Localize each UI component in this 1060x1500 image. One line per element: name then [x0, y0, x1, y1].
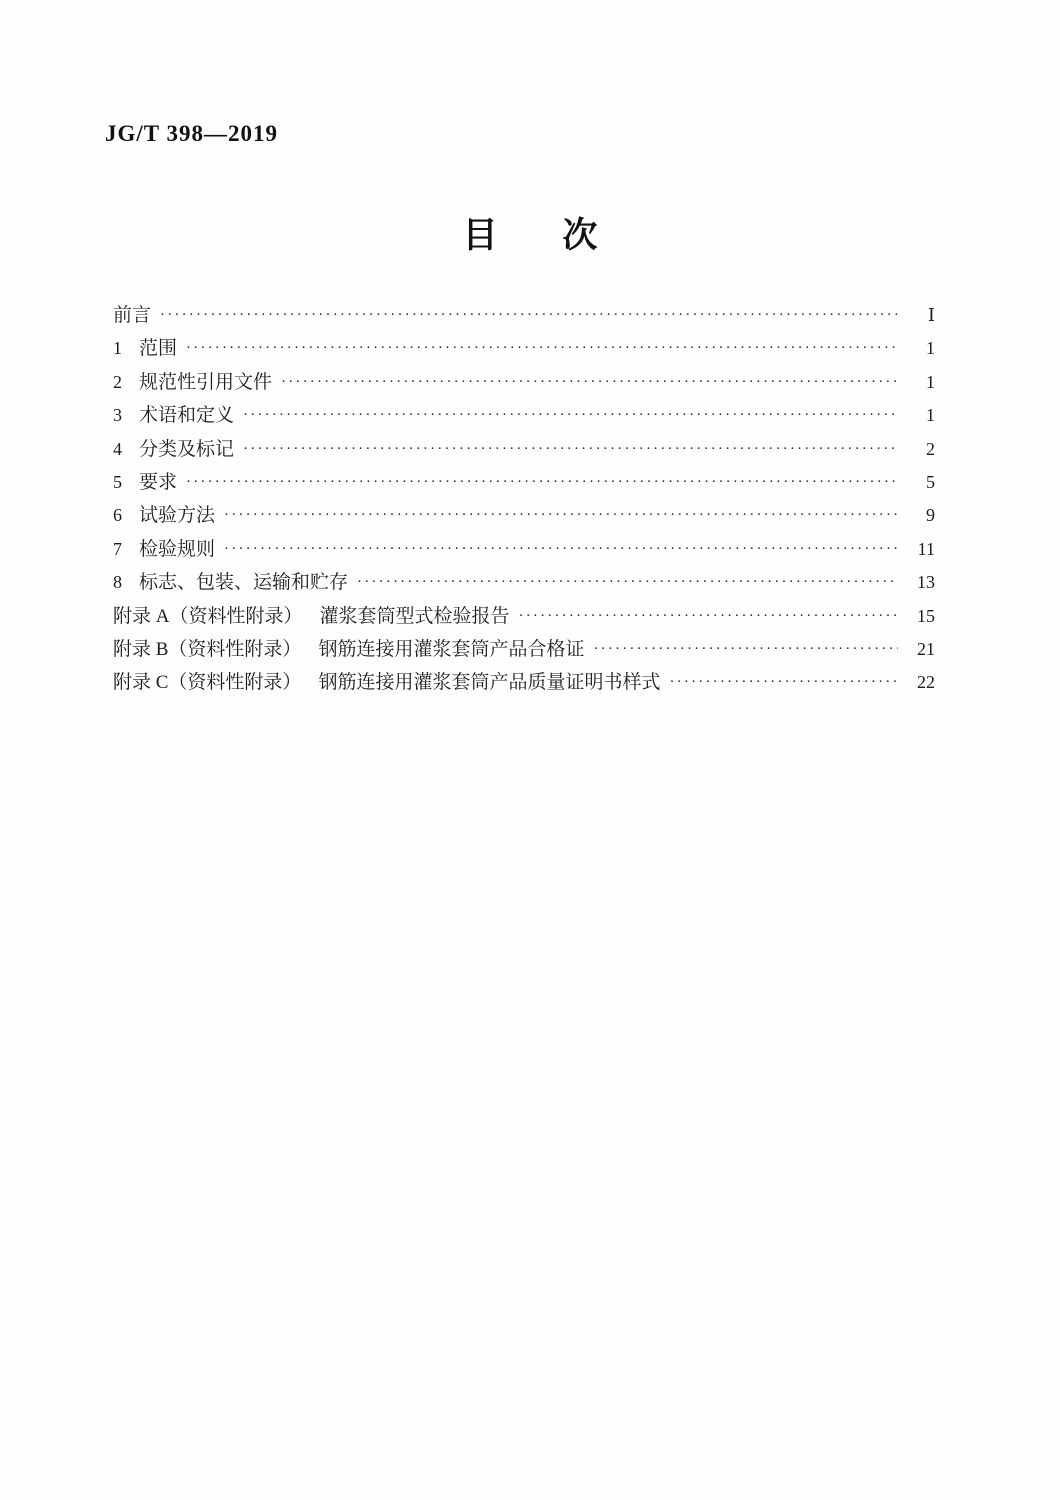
toc-entry-number: 5	[113, 471, 122, 492]
toc-entry-page-number: 13	[917, 572, 935, 593]
toc-entry-number: 8	[113, 572, 122, 593]
toc-entry-label: 检验规则	[139, 538, 216, 560]
toc-entry-dot-leader	[281, 366, 898, 399]
toc-entry-page-number: 5	[926, 471, 935, 492]
toc-entry-number: 7	[113, 538, 122, 559]
toc-entry	[113, 600, 935, 633]
toc-entry-sublabel: 钢筋连接用灌浆套筒产品质量证明书样式	[318, 672, 661, 694]
toc-entry-page-number: 21	[917, 638, 935, 659]
toc-entry-page-number: 2	[926, 438, 935, 459]
toc-entry-dot-leader	[593, 633, 898, 666]
toc-entry-dot-leader	[224, 499, 898, 532]
toc-entry-page-number: 11	[917, 538, 935, 559]
toc-entry	[113, 666, 935, 699]
toc-entry-dot-leader	[357, 566, 898, 599]
toc-entry-page-number: Ⅰ	[927, 305, 935, 325]
toc-entry-dot-leader	[186, 332, 898, 365]
toc-entry-sublabel: 钢筋连接用灌浆套筒产品合格证	[318, 638, 585, 660]
toc-entry-label: 附录 B（资料性附录）	[113, 638, 302, 660]
toc-entry-dot-leader	[243, 433, 898, 466]
toc-entry-dot-leader	[669, 666, 898, 699]
toc-entry-page-number: 9	[926, 505, 935, 526]
toc-entry	[113, 366, 935, 399]
standard-number: JG/T 398—2019	[105, 121, 278, 146]
toc-entry	[113, 332, 935, 365]
toc-entry-number: 6	[113, 505, 122, 526]
page-title: 目 次	[462, 216, 598, 255]
toc-entry	[113, 499, 935, 532]
toc-entry-number: 3	[113, 405, 122, 426]
toc-entry-sublabel: 灌浆套筒型式检验报告	[319, 605, 510, 627]
toc-entry-page-number: 1	[926, 371, 935, 392]
toc-entry-label: 附录 C（资料性附录）	[113, 672, 302, 694]
toc-entry	[113, 433, 935, 466]
toc-entry-label: 试验方法	[139, 505, 216, 527]
toc-entry-dot-leader	[160, 299, 898, 332]
toc-entry-label: 规范性引用文件	[139, 371, 273, 393]
toc-entry-label: 附录 A（资料性附录）	[113, 605, 303, 627]
toc-entry-dot-leader	[519, 600, 899, 633]
toc-entry-dot-leader	[224, 533, 898, 566]
toc-entry-number: 2	[113, 371, 122, 392]
toc-entry-label: 范围	[139, 338, 178, 360]
toc-entry	[113, 299, 935, 332]
toc-entry-page-number: 15	[917, 605, 935, 626]
toc-entry-dot-leader	[243, 399, 898, 432]
toc-entry	[113, 633, 935, 666]
toc-entry-number: 4	[113, 438, 122, 459]
toc-entry-label: 分类及标记	[139, 438, 235, 460]
toc-entry-number: 1	[113, 338, 122, 359]
toc-entry-label: 前言	[113, 305, 152, 326]
toc-entry-label: 术语和定义	[139, 405, 235, 427]
toc-entry-dot-leader	[186, 466, 898, 499]
toc-list	[113, 299, 935, 700]
toc-entry-page-number: 22	[917, 672, 935, 693]
toc-entry-label: 标志、包装、运输和贮存	[139, 572, 349, 594]
toc-entry	[113, 399, 935, 432]
toc-entry-label: 要求	[139, 471, 178, 493]
toc-entry-page-number: 1	[926, 338, 935, 359]
toc-entry	[113, 566, 935, 599]
toc-entry	[113, 466, 935, 499]
toc-entry	[113, 533, 935, 566]
toc-entry-page-number: 1	[926, 405, 935, 426]
